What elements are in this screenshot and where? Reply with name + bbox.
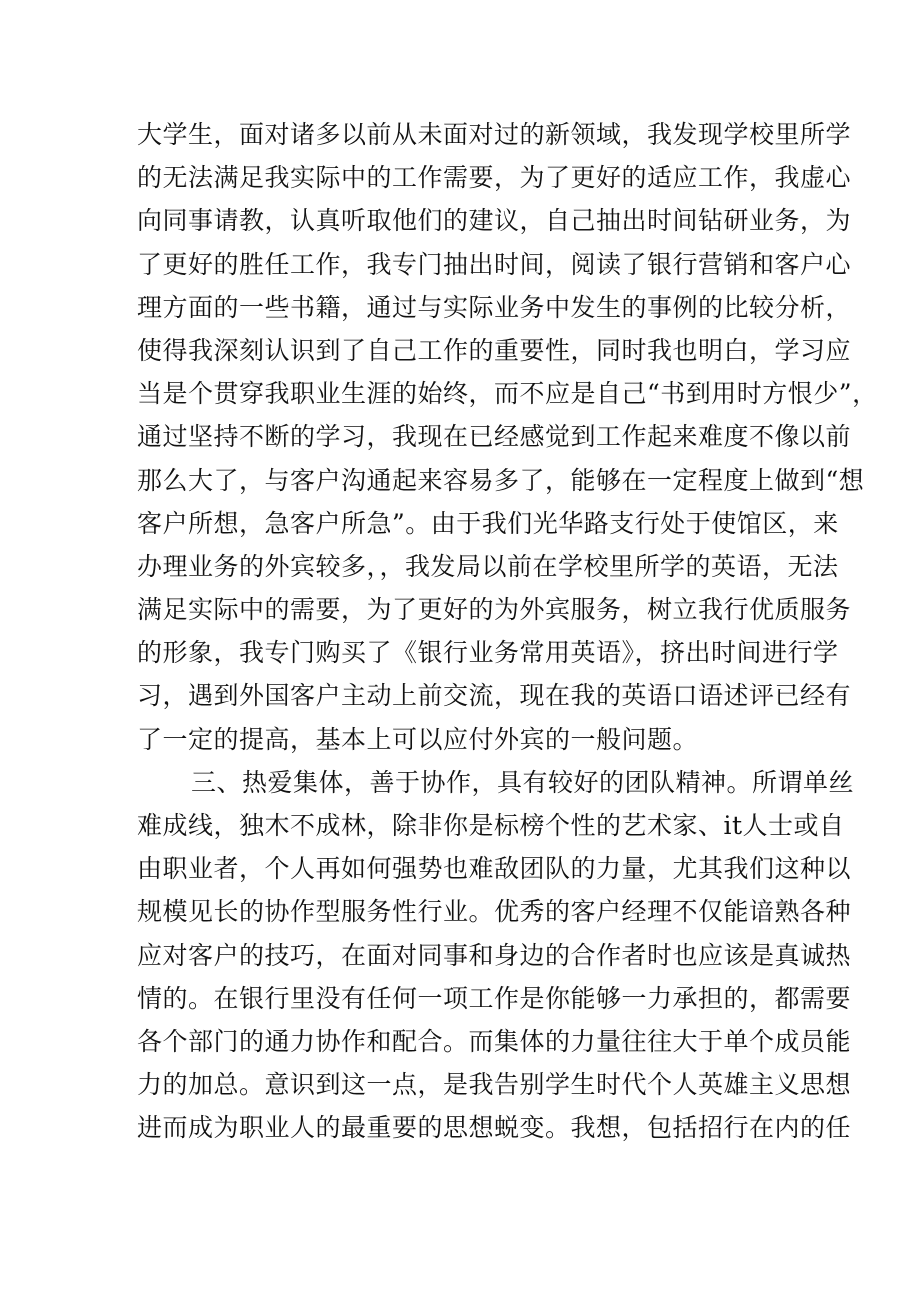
text-line: 各个部门的通力协作和配合。而集体的力量往往大于单个成员能 — [137, 1026, 852, 1056]
text-line: 满足实际中的需要，为了更好的为外宾服务，树立我行优质服务 — [137, 595, 852, 625]
text-line: 规模见长的协作型服务性行业。优秀的客户经理不仅能谙熟各种 — [137, 897, 852, 927]
body-text — [137, 113, 878, 1150]
text-line: 情的。在银行里没有任何一项工作是你能够一力承担的，都需要 — [137, 983, 852, 1013]
text-line: 办理业务的外宾较多，，我发局以前在学校里所学的英语，无法 — [137, 551, 839, 581]
text-line: 的无法满足我实际中的工作需要，为了更好的适应工作，我虚心 — [137, 163, 852, 193]
text-line: 应对客户的技巧，在面对同事和身边的合作者时也应该是真诚热 — [137, 940, 852, 970]
text-line: 通过坚持不断的学习，我现在已经感觉到工作起来难度不像以前 — [137, 422, 852, 452]
text-line: 当是个贯穿我职业生涯的始终，而不应是自己“书到用时方恨少”， — [137, 379, 878, 409]
text-line: 习，遇到外国客户主动上前交流，现在我的英语口语述评已经有 — [137, 681, 852, 711]
text-line: 那么大了，与客户沟通起来容易多了，能够在一定程度上做到“想 — [137, 465, 865, 495]
text-line: 难成线，独木不成林，除非你是标榜个性的艺术家、it人士或自 — [137, 811, 845, 840]
paragraph-start-line: 三、热爱集体，善于协作，具有较好的团队精神。所谓单丝 — [191, 767, 855, 797]
text-line: 理方面的一些书籍，通过与实际业务中发生的事例的比较分析， — [137, 292, 852, 322]
text-line: 了更好的胜任工作，我专门抽出时间，阅读了银行营销和客户心 — [137, 249, 852, 279]
text-line: 大学生，面对诸多以前从未面对过的新领域，我发现学校里所学 — [137, 120, 852, 149]
text-line: 了一定的提高，基本上可以应付外宾的一般问题。 — [137, 724, 699, 754]
text-line: 力的加总。意识到这一点，是我告别学生时代个人英雄主义思想 — [137, 1070, 852, 1100]
text-line: 的形象，我专门购买了《银行业务常用英语》，挤出时间进行学 — [137, 638, 839, 668]
text-line: 使得我深刻认识到了自己工作的重要性，同时我也明白，学习应 — [137, 335, 852, 365]
text-line: 由职业者，个人再如何强势也难敌团队的力量，尤其我们这种以 — [137, 854, 852, 884]
text-line: 进而成为职业人的最重要的思想蜕变。我想，包括招行在内的任 — [137, 1113, 852, 1143]
text-line: 客户所想，急客户所急”。由于我们光华路支行处于使馆区，来 — [137, 508, 839, 538]
text-line: 向同事请教，认真听取他们的建议，自己抽出时间钻研业务，为 — [137, 206, 852, 236]
